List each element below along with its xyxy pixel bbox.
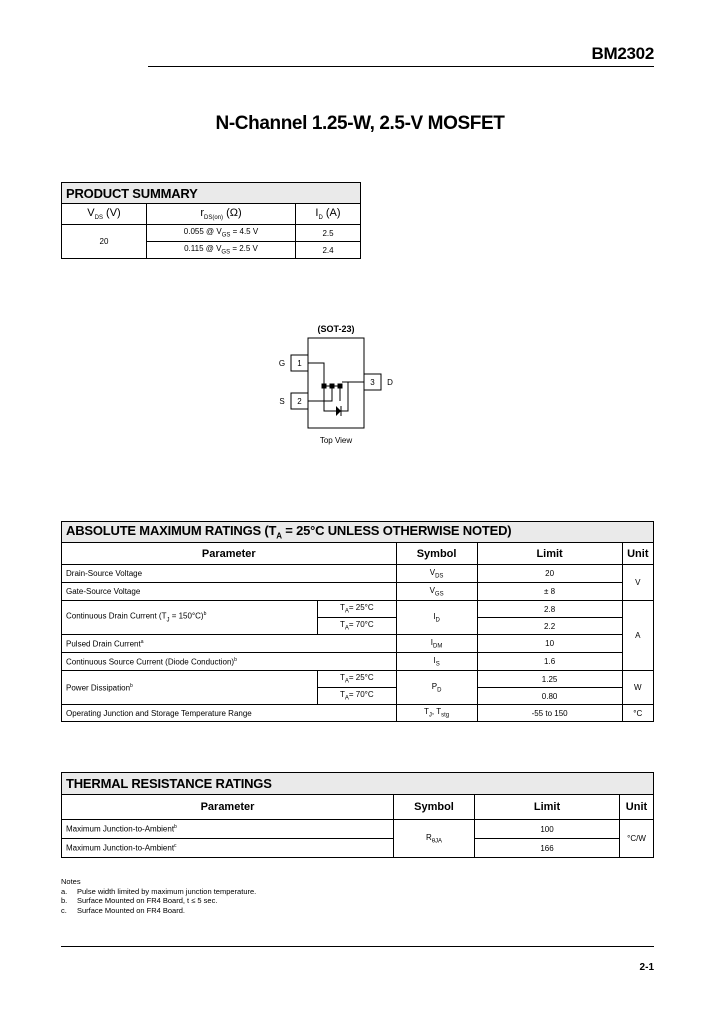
notes: [61, 877, 256, 915]
absolute-maximum-ratings-table: [61, 521, 654, 722]
limit-id-25c: 2.8: [477, 601, 622, 618]
limit-vgs: ± 8: [477, 583, 622, 601]
note-b: b. Surface Mounted on FR4 Board, t ≤ 5 sec.: [61, 896, 218, 905]
col-parameter: Parameter: [62, 543, 397, 565]
symbol-vgs: $V_{GS}$: [396, 583, 477, 601]
part-number: BM2302: [591, 44, 654, 63]
notes-heading: Notes: [61, 877, 81, 886]
param-continuous-source-current: Continuous Source Current (Diode Conduction)$^b$: [62, 653, 397, 671]
thermal-limit-1: 100: [475, 820, 620, 839]
symbol-pd: $P_D$: [396, 671, 477, 705]
footer-rule: [61, 946, 654, 947]
limit-idm: 10: [477, 635, 622, 653]
symbol-tj-tstg: $T_J$, $T_{stg}$: [396, 705, 477, 722]
col-symbol: Symbol: [396, 543, 477, 565]
symbol-id: $I_D$: [396, 601, 477, 635]
pin-1-number: 1: [297, 359, 302, 368]
unit-amps: A: [622, 601, 653, 671]
rds-value-1: 0.055 @ $V_{GS} = 4.5$ V: [147, 225, 296, 242]
vds-value: 20: [62, 225, 147, 259]
symbol-is: $I_S$: [396, 653, 477, 671]
thermal-param-1: Maximum Junction-to-Ambient$^b$: [62, 820, 394, 839]
product-summary-heading: PRODUCT SUMMARY: [62, 183, 361, 204]
note-a: a. Pulse width limited by maximum junction temperature.: [61, 886, 257, 896]
cond-pd-25c: $T_A= 25^\circ C$: [318, 671, 397, 688]
thermal-unit: °C/W: [620, 820, 654, 858]
pin-2-name: S: [279, 397, 285, 406]
limit-is: 1.6: [477, 653, 622, 671]
thermal-col-parameter: Parameter: [62, 795, 394, 820]
limit-tj: -55 to 150: [477, 705, 622, 722]
param-continuous-drain-current: Continuous Drain Current $(T_J = 150^\circ C)^b$: [62, 601, 318, 635]
limit-vds: 20: [477, 565, 622, 583]
mosfet-symbol: [308, 363, 364, 416]
package-label: (SOT-23): [317, 324, 355, 334]
thermal-heading: THERMAL RESISTANCE RATINGS: [62, 773, 654, 795]
thermal-limit-2: 166: [475, 839, 620, 858]
unit-celsius: °C: [622, 705, 653, 722]
top-view-label: Top View: [319, 436, 353, 445]
param-junction-temperature: Operating Junction and Storage Temperature Range: [62, 705, 397, 722]
col-unit: Unit: [622, 543, 653, 565]
header-rule: [148, 66, 654, 67]
pin-1-name: G: [278, 359, 286, 368]
symbol-idm: $I_{DM}$: [396, 635, 477, 653]
col-id: $I_D$ (A): [296, 204, 361, 225]
cond-id-25c: $T_A= 25^\circ C$: [318, 601, 397, 618]
sot23-package-diagram: [270, 318, 410, 453]
param-drain-source-voltage: Drain-Source Voltage: [62, 565, 397, 583]
pin-3-name: D: [387, 378, 393, 387]
col-limit: Limit: [477, 543, 622, 565]
col-rds-on: $r_{DS(on)}$ (Ω): [147, 204, 296, 225]
thermal-col-unit: Unit: [620, 795, 654, 820]
thermal-symbol: $R_{\theta JA}$: [394, 820, 475, 858]
id-value-1: 2.5: [296, 225, 361, 242]
id-value-2: 2.4: [296, 242, 361, 259]
limit-pd-70c: 0.80: [477, 688, 622, 705]
cond-id-70c: $T_A= 70^\circ C$: [318, 618, 397, 635]
unit-volts: V: [622, 565, 653, 601]
page-number: 2-1: [639, 962, 654, 973]
thermal-resistance-table: [61, 772, 654, 858]
product-summary-table: [61, 182, 361, 259]
col-vds: $V_{DS}$ (V): [62, 204, 147, 225]
rds-value-2: 0.115 @ $V_{GS} = 2.5$ V: [147, 242, 296, 259]
thermal-col-symbol: Symbol: [394, 795, 475, 820]
pin-2-number: 2: [297, 397, 302, 406]
thermal-col-limit: Limit: [475, 795, 620, 820]
cond-pd-70c: $T_A= 70^\circ C$: [318, 688, 397, 705]
pin-3-number: 3: [370, 378, 375, 387]
unit-watts: W: [622, 671, 653, 705]
document-title: N-Channel 1.25-W, 2.5-V MOSFET: [215, 113, 505, 134]
note-c: c. Surface Mounted on FR4 Board.: [61, 905, 185, 915]
symbol-vds: $V_{DS}$: [396, 565, 477, 583]
thermal-param-2: Maximum Junction-to-Ambient$^c$: [62, 839, 394, 858]
abs-max-heading: ABSOLUTE MAXIMUM RATINGS ($T_A = 25^\circ C$ UNLESS OTHERWISE NOTED): [62, 522, 654, 543]
param-pulsed-drain-current: Pulsed Drain Current$^a$: [62, 635, 397, 653]
param-power-dissipation: Power Dissipation$^b$: [62, 671, 318, 705]
limit-id-70c: 2.2: [477, 618, 622, 635]
limit-pd-25c: 1.25: [477, 671, 622, 688]
param-gate-source-voltage: Gate-Source Voltage: [62, 583, 397, 601]
